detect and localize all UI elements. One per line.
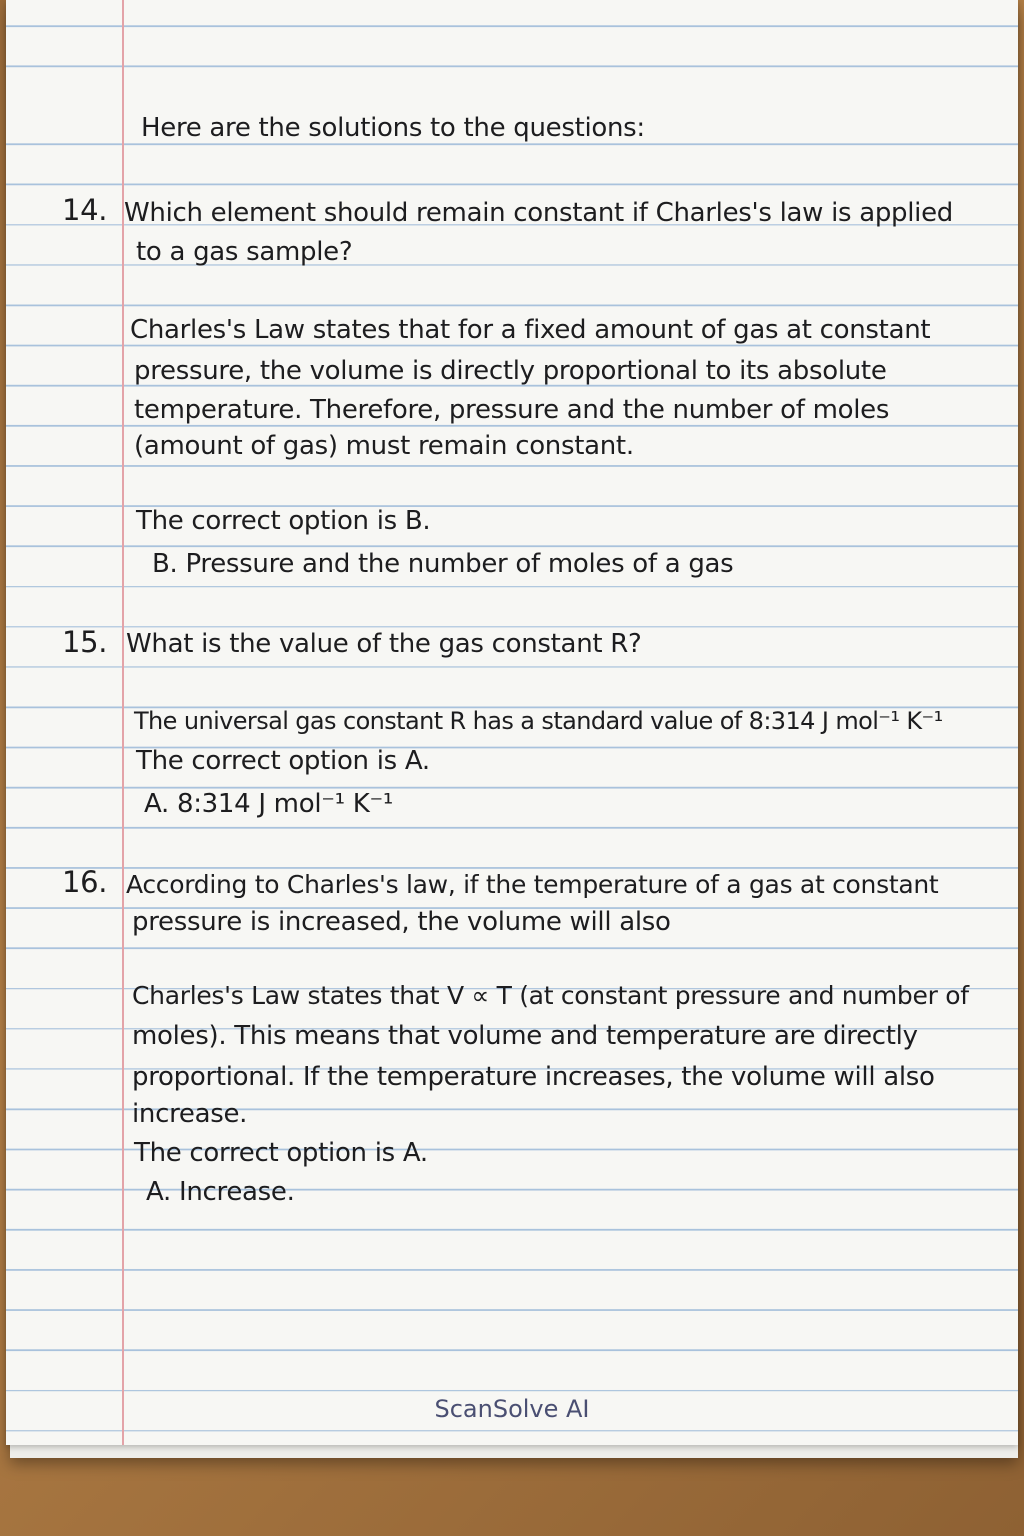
- answer-line: The correct option is B.: [136, 506, 431, 536]
- answer-text: A. Increase.: [146, 1177, 295, 1207]
- answer-text: B. Pressure and the number of moles of a gas: [152, 549, 734, 579]
- explanation-text: moles). This means that volume and temperature are directly: [132, 1021, 918, 1051]
- footer-brand: ScanSolve AI: [434, 1395, 590, 1423]
- question-text: to a gas sample?: [136, 237, 353, 267]
- question-text: Which element should remain constant if Charles's law is applied: [124, 198, 953, 228]
- explanation-text: Charles's Law states that V ∝ T (at constant pressure and number of: [132, 981, 969, 1010]
- notebook-page: [6, 0, 1018, 1445]
- explanation-text: temperature. Therefore, pressure and the number of moles: [134, 395, 890, 425]
- answer-text: A. 8:314 J mol⁻¹ K⁻¹: [144, 789, 394, 819]
- answer-line: The correct option is A.: [134, 1138, 428, 1168]
- intro-text: Here are the solutions to the questions:: [141, 113, 645, 143]
- question-text: According to Charles's law, if the temperature of a gas at constant: [126, 870, 939, 899]
- explanation-text: proportional. If the temperature increases, the volume will also: [132, 1062, 935, 1092]
- question-text: What is the value of the gas constant R?: [126, 629, 642, 659]
- explanation-text: Charles's Law states that for a fixed amount of gas at constant: [130, 315, 931, 345]
- explanation-text: The universal gas constant R has a standard value of 8:314 J mol⁻¹ K⁻¹: [134, 707, 943, 735]
- question-number: 16.: [62, 865, 108, 899]
- explanation-text: increase.: [132, 1099, 248, 1129]
- explanation-text: (amount of gas) must remain constant.: [134, 431, 634, 461]
- question-number: 15.: [62, 625, 108, 659]
- question-text: pressure is increased, the volume will also: [132, 907, 671, 937]
- answer-line: The correct option is A.: [136, 746, 430, 776]
- question-number: 14.: [62, 193, 108, 227]
- explanation-text: pressure, the volume is directly proportional to its absolute: [134, 356, 887, 386]
